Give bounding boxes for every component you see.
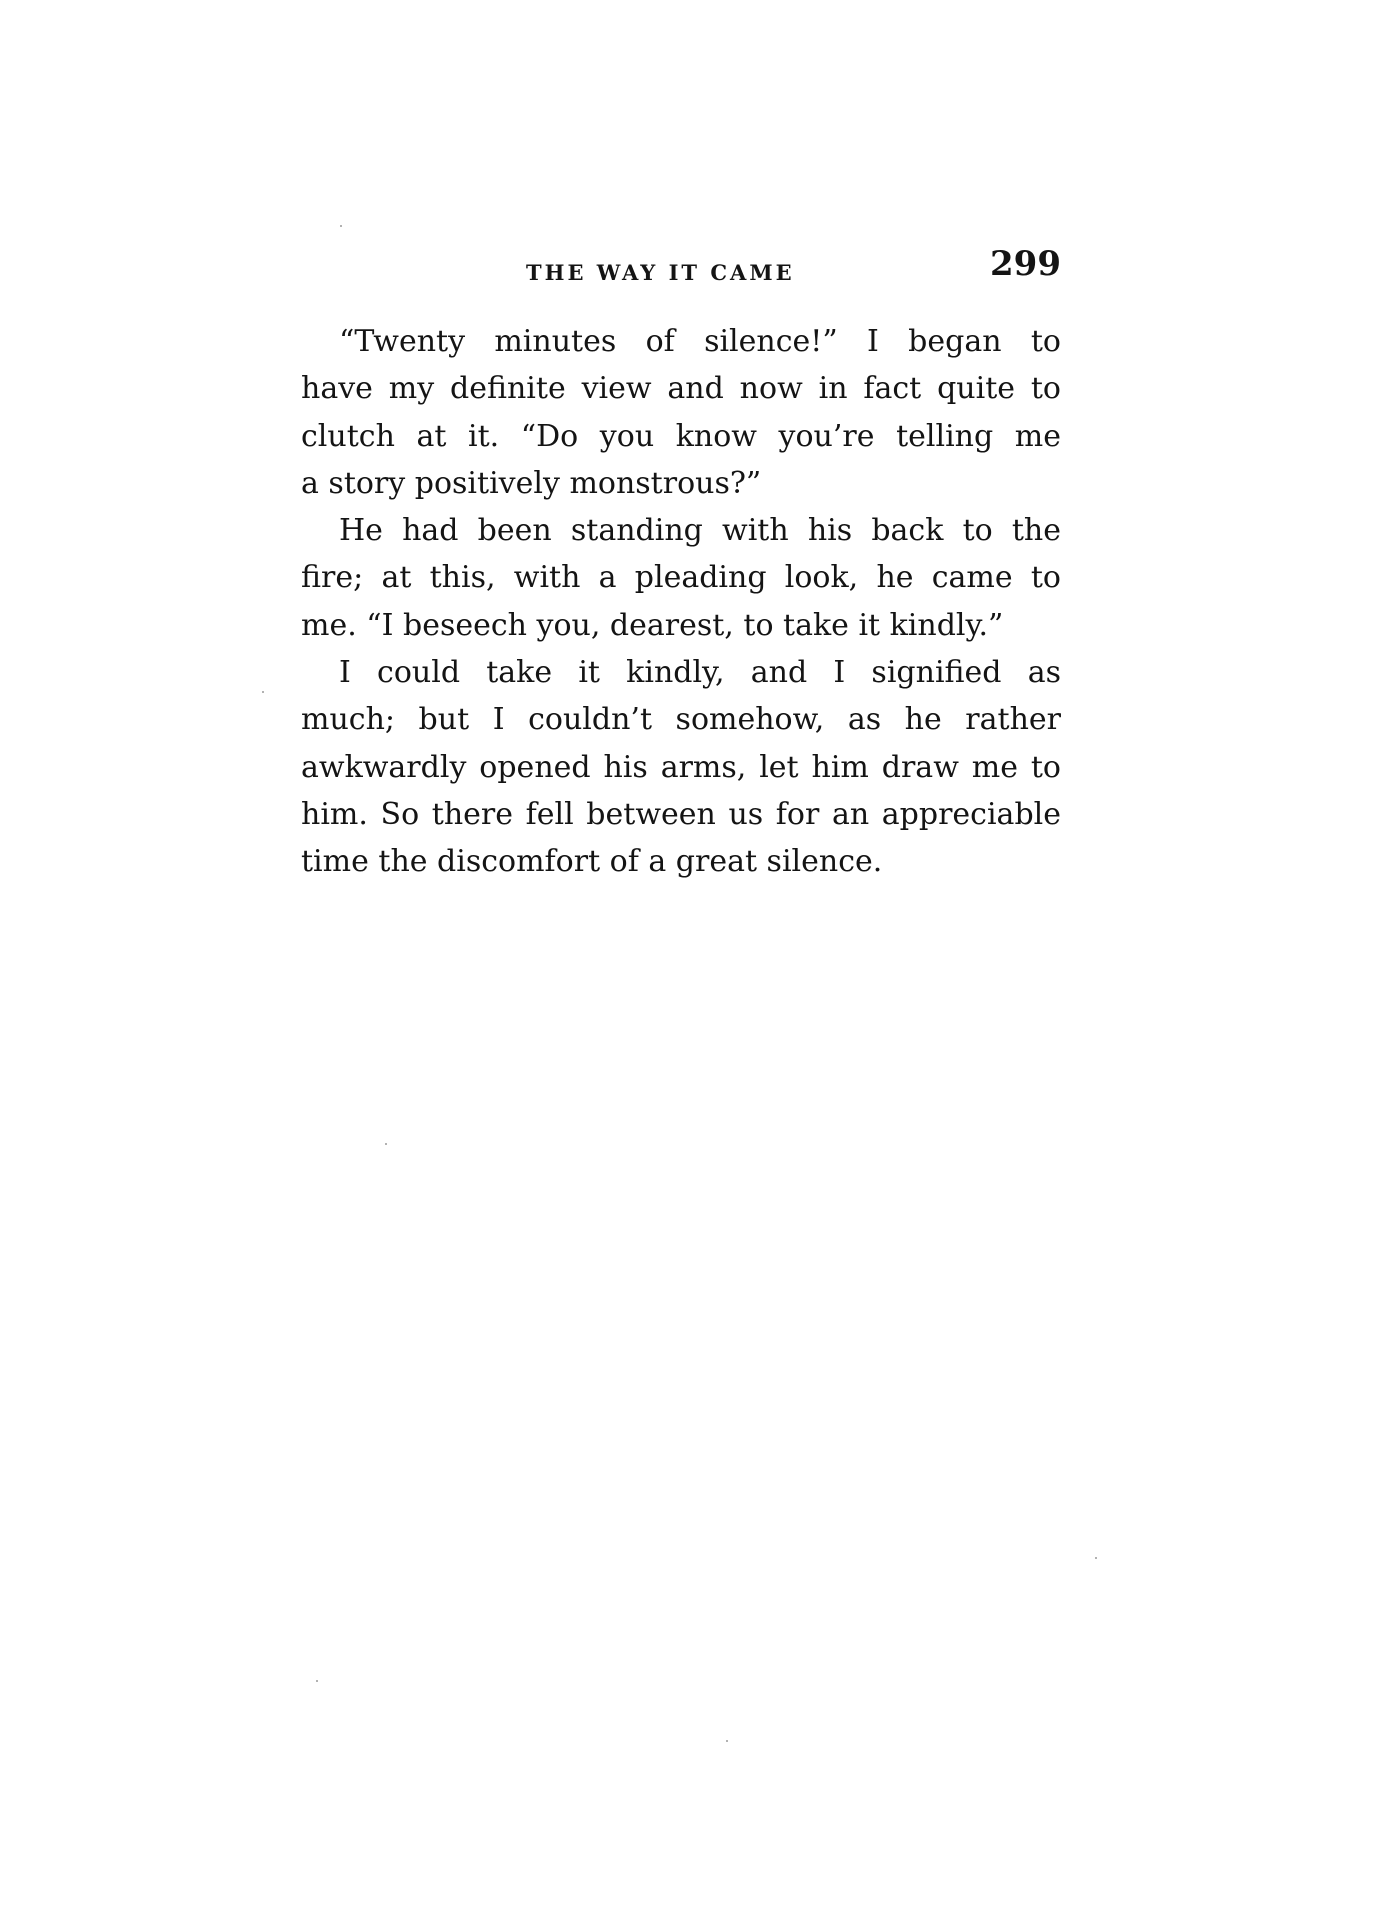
scan-speck	[385, 1143, 387, 1145]
page-number: 299	[990, 244, 1061, 284]
body-text	[301, 318, 1061, 886]
text-line: have my definite view and now in fact quite to	[301, 371, 1061, 407]
text-line: a story positively monstrous?”	[301, 465, 762, 501]
text-line: him. So there fell between us for an appreciable	[301, 796, 1061, 832]
text-line: time the discomfort of a great silence.	[301, 844, 883, 880]
text-line: He had been standing with his back to the	[339, 513, 1061, 549]
text-line: fire; at this, with a pleading look, he came to	[301, 560, 1061, 596]
text-line: I could take it kindly, and I signified as	[339, 655, 1061, 691]
scan-speck	[340, 225, 342, 227]
scan-speck	[262, 691, 264, 693]
text-line: much; but I couldn’t somehow, as he rather	[301, 702, 1061, 738]
scan-speck	[726, 1740, 728, 1742]
text-line: me. “I beseech you, dearest, to take it kindly.”	[301, 607, 1004, 643]
scan-speck	[316, 1680, 318, 1682]
text-line: “Twenty minutes of silence!” I began to	[339, 324, 1061, 359]
running-title: THE WAY IT CAME	[526, 260, 795, 285]
text-line: awkwardly opened his arms, let him draw me to	[301, 749, 1061, 785]
text-line: clutch at it. “Do you know you’re telling me	[301, 418, 1061, 454]
paragraph-1	[301, 318, 1061, 507]
scan-speck	[1095, 1557, 1097, 1559]
running-head	[301, 244, 1061, 294]
paragraph-3	[301, 649, 1061, 885]
paragraph-2	[301, 507, 1061, 649]
